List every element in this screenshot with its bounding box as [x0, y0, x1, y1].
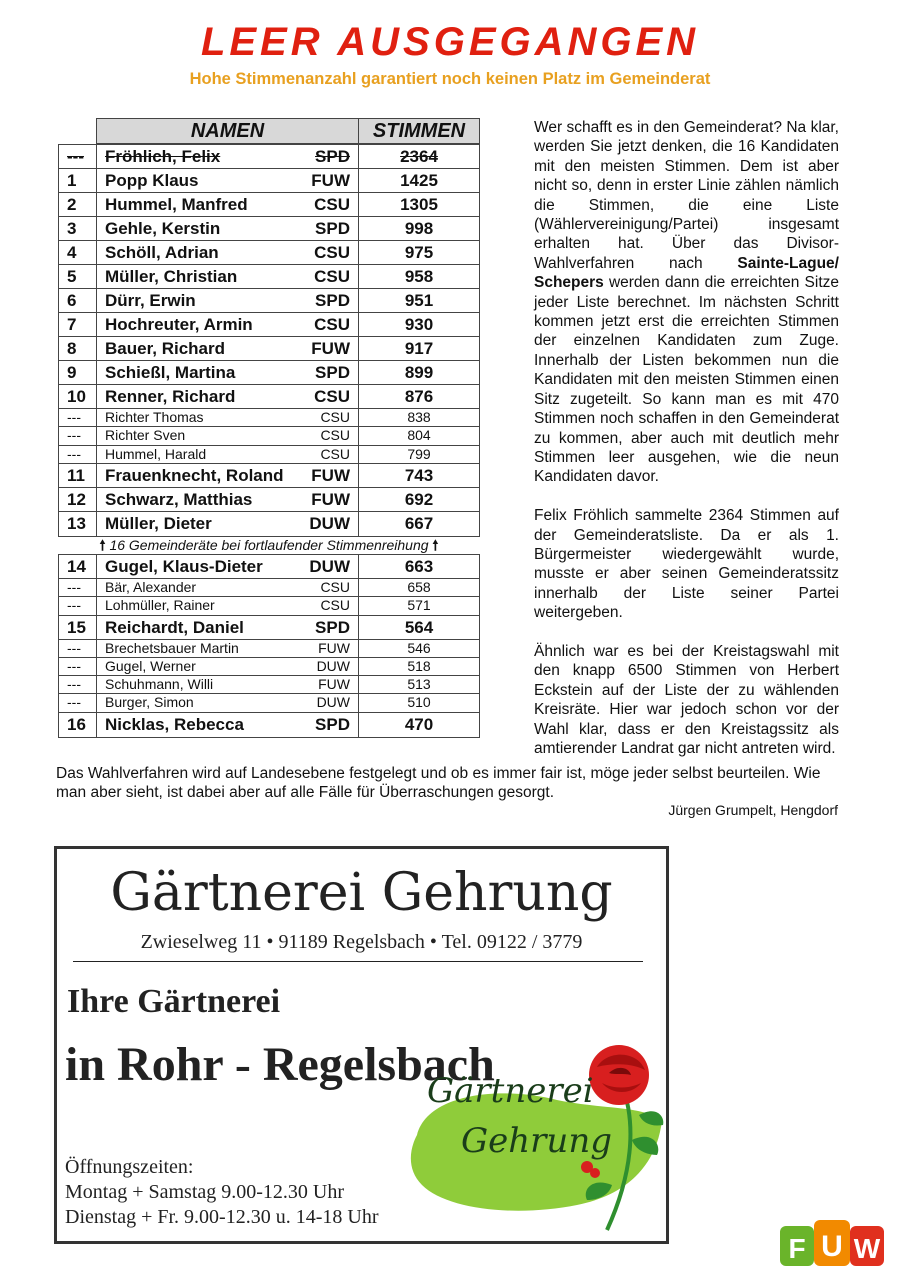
- votes-cell: 571: [407, 597, 431, 614]
- party-cell: CSU: [307, 385, 359, 408]
- party-cell: CSU: [307, 427, 359, 444]
- name-cell: Dürr, Erwin: [105, 291, 196, 310]
- name-cell: Hummel, Manfred: [105, 195, 248, 214]
- name-cell: Renner, Richard: [105, 387, 236, 406]
- name-cell: Hochreuter, Armin: [105, 315, 253, 334]
- party-cell: FUW: [307, 464, 359, 487]
- name-cell: Gehle, Kerstin: [105, 219, 221, 238]
- arrow-up-icon: 🠕: [432, 537, 439, 553]
- name-cell: Schießl, Martina: [105, 363, 236, 382]
- votes-cell: 930: [404, 315, 434, 334]
- rose-logo: [407, 1045, 667, 1235]
- table-row: [59, 193, 479, 217]
- votes-cell: 743: [404, 465, 434, 485]
- votes-cell: 546: [407, 639, 431, 656]
- table-row: [59, 446, 479, 464]
- table-row: [59, 597, 479, 615]
- name-cell: Bauer, Richard: [105, 339, 225, 358]
- name-cell: Hummel, Harald: [105, 445, 207, 462]
- table-row: [59, 337, 479, 361]
- page-subtitle: Hohe Stimmenanzahl garantiert noch keinen Platz im Gemeinderat: [189, 70, 711, 88]
- name-cell: Müller, Christian: [105, 267, 238, 286]
- rank-cell: 15: [59, 616, 97, 639]
- party-cell: SPD: [307, 713, 359, 737]
- rank-cell: ---: [59, 676, 97, 693]
- name-cell: Burger, Simon: [105, 694, 194, 711]
- party-cell: SPD: [307, 217, 359, 240]
- votes-cell: 2364: [400, 147, 438, 166]
- hours-line: Montag + Samstag 9.00-12.30 Uhr: [65, 1181, 345, 1203]
- table-row: [59, 169, 479, 193]
- table-row: [59, 361, 479, 385]
- party-cell: FUW: [307, 169, 359, 192]
- rank-cell: ---: [59, 640, 97, 657]
- party-cell: FUW: [307, 337, 359, 360]
- page-title: LEER AUSGEGANGEN: [200, 20, 700, 64]
- table-row: [59, 241, 479, 265]
- votes-cell: 470: [404, 714, 434, 734]
- table-body-top: [58, 144, 480, 537]
- hours-title: Öffnungszeiten:: [65, 1156, 194, 1178]
- table-row: [59, 676, 479, 694]
- name-cell: Schöll, Adrian: [105, 243, 219, 262]
- party-cell: DUW: [307, 555, 359, 578]
- votes-cell: 799: [407, 445, 431, 462]
- rank-cell: 14: [59, 555, 97, 578]
- name-cell: Fröhlich, Felix: [105, 147, 221, 166]
- logo-text: Gärtnerei: [427, 1071, 594, 1111]
- votes-cell: 510: [407, 694, 431, 711]
- table-row: [59, 427, 479, 445]
- party-cell: SPD: [307, 289, 359, 312]
- votes-cell: 998: [404, 219, 434, 238]
- name-cell: Popp Klaus: [105, 171, 199, 190]
- fuw-letter: U: [821, 1230, 843, 1263]
- ad-headline: Ihre Gärtnerei: [67, 983, 281, 1020]
- party-cell: CSU: [307, 313, 359, 336]
- advertisement: [54, 846, 669, 1244]
- ad-company-name: Gärtnerei Gehrung: [110, 863, 613, 923]
- arrow-up-icon: 🠕: [99, 537, 106, 553]
- table-row: [59, 464, 479, 488]
- votes-cell: 1305: [400, 195, 438, 214]
- rank-cell: 12: [59, 488, 97, 511]
- fuw-letter: W: [853, 1233, 881, 1264]
- table-row: [59, 217, 479, 241]
- party-cell: SPD: [307, 616, 359, 639]
- table-header: [96, 118, 480, 144]
- rank-cell: ---: [59, 597, 97, 614]
- party-cell: DUW: [307, 512, 359, 536]
- name-cell: Schuhmann, Willi: [105, 676, 214, 693]
- table-row: [59, 555, 479, 579]
- votes-cell: 518: [407, 657, 431, 674]
- name-cell: Bär, Alexander: [105, 579, 197, 595]
- votes-cell: 975: [404, 243, 434, 262]
- table-row: [59, 313, 479, 337]
- table-row: [59, 640, 479, 658]
- article-body: [534, 118, 839, 778]
- party-cell: CSU: [307, 579, 359, 596]
- logo-text: Gehrung: [461, 1121, 612, 1161]
- name-cell: Nicklas, Rebecca: [105, 714, 244, 734]
- name-cell: Lohmüller, Rainer: [105, 597, 215, 614]
- table-row: [59, 512, 479, 536]
- votes-cell: 1425: [400, 171, 438, 190]
- party-cell: CSU: [307, 597, 359, 614]
- votes-cell: 917: [404, 339, 434, 358]
- votes-cell: 667: [404, 513, 434, 533]
- votes-cell: 899: [404, 363, 434, 382]
- header-votes: STIMMEN: [372, 120, 466, 142]
- party-cell: CSU: [307, 409, 359, 426]
- rank-cell: 7: [59, 313, 97, 336]
- votes-cell: 838: [407, 409, 431, 425]
- table-row: [59, 658, 479, 676]
- party-cell: CSU: [307, 241, 359, 264]
- table-row: [59, 409, 479, 427]
- rank-cell: 11: [59, 464, 97, 487]
- rank-cell: 9: [59, 361, 97, 384]
- votes-cell: 804: [407, 427, 431, 444]
- table-body-bottom: [58, 554, 480, 738]
- party-cell: CSU: [307, 265, 359, 288]
- rank-cell: 13: [59, 512, 97, 536]
- party-cell: FUW: [307, 640, 359, 657]
- votes-cell: 663: [404, 557, 434, 576]
- hours-line: Dienstag + Fr. 9.00-12.30 u. 14-18 Uhr: [65, 1206, 379, 1228]
- ad-headline-location: in Rohr - Regelsbach: [65, 1038, 495, 1091]
- rank-cell: ---: [59, 658, 97, 675]
- rank-cell: 16: [59, 713, 97, 737]
- rank-cell: 3: [59, 217, 97, 240]
- votes-cell: 958: [404, 267, 434, 286]
- votes-cell: 564: [404, 617, 434, 637]
- table-row: [59, 265, 479, 289]
- table-row: [59, 385, 479, 409]
- name-cell: Richter Thomas: [105, 409, 204, 425]
- fuw-logo: [778, 1216, 888, 1272]
- party-cell: CSU: [307, 193, 359, 216]
- name-cell: Schwarz, Matthias: [105, 489, 253, 509]
- ad-divider: [73, 961, 643, 962]
- table-row: [59, 713, 479, 737]
- table-row: [59, 145, 479, 169]
- rank-cell: 5: [59, 265, 97, 288]
- rank-cell: ---: [59, 579, 97, 596]
- votes-cell: 658: [407, 579, 431, 595]
- table-row: [59, 488, 479, 512]
- rank-cell: 6: [59, 289, 97, 312]
- name-cell: Gugel, Klaus-Dieter: [105, 557, 263, 576]
- name-cell: Gugel, Werner: [105, 657, 196, 674]
- fuw-letter: F: [788, 1233, 806, 1264]
- ad-opening-hours: [65, 1155, 378, 1230]
- rank-cell: ---: [59, 145, 97, 168]
- header-names: NAMEN: [97, 119, 359, 143]
- article-paragraph: Wer schafft es in den Gemeinderat? Na klar, werden Sie jetzt denken, die 16 Kandidaten mit den meisten Stimmen. Dem ist aber nicht so, denn in erster Linie zählen nämlich die Stimmen, die eine Liste (Wählervereinigung/Partei) insgesamt erhalten hat. Über das Divisor-Wahlverfahren nach Sainte-Lague/ Schepers werden dann die erreichten Sitze jeder Liste berechnet. Im nächsten Schritt kommen jetzt erst die erreichten Stimmen der einzelnen Kandidaten zum Zuge. Innerhalb der Listen bekommen nun die Kandidaten mit den meisten Stimmen einen Sitz zugeteilt. So kann man es mit 470 Stimmen noch schaffen in den Gemeinderat zu kommen, aber auch mit deutlich mehr Stimmen leer ausgehen, wie die neun Kandidaten davor.: [534, 119, 839, 486]
- rank-cell: ---: [59, 427, 97, 444]
- ad-address: Zwieselweg 11 • 91189 Regelsbach • Tel. 09122 / 3779: [140, 931, 583, 953]
- table-row: [59, 616, 479, 640]
- name-cell: Frauenknecht, Roland: [105, 465, 284, 485]
- party-cell: CSU: [307, 446, 359, 463]
- rank-cell: 1: [59, 169, 97, 192]
- party-cell: SPD: [307, 145, 359, 168]
- party-cell: SPD: [307, 361, 359, 384]
- table-row: [59, 289, 479, 313]
- party-cell: FUW: [307, 488, 359, 511]
- footer-text: Das Wahlverfahren wird auf Landesebene festgelegt und ob es immer fair ist, möge jeder selbst beurteilen. Wie man aber sieht, ist dabei aber auf alle Fälle für Überraschungen gesorgt.: [56, 765, 821, 802]
- votes-cell: 692: [404, 489, 434, 509]
- votes-cell: 876: [404, 387, 434, 406]
- table-row: [59, 694, 479, 712]
- author: Jürgen Grumpelt, Hengdorf: [668, 802, 838, 818]
- table-row: [59, 579, 479, 597]
- rank-cell: 2: [59, 193, 97, 216]
- name-cell: Müller, Dieter: [105, 513, 212, 533]
- seat-separator: [58, 536, 480, 554]
- name-cell: Reichardt, Daniel: [105, 617, 244, 637]
- rank-cell: ---: [59, 446, 97, 463]
- rank-cell: 10: [59, 385, 97, 408]
- party-cell: DUW: [307, 694, 359, 711]
- article-paragraph: Felix Fröhlich sammelte 2364 Stimmen auf der Gemeinderatsliste. Da er als 1. Bürgermeister wiedergewählt wurde, musste er aber seinen Gemeinderatssitz innerhalb der Liste seiner Partei weitergeben.: [534, 507, 839, 622]
- party-cell: DUW: [307, 658, 359, 675]
- fuw-logo-icon: [778, 1216, 888, 1272]
- votes-cell: 951: [404, 291, 434, 310]
- rank-cell: ---: [59, 409, 97, 426]
- party-cell: FUW: [307, 676, 359, 693]
- article-paragraph: Ähnlich war es bei der Kreistagswahl mit den knapp 6500 Stimmen von Herbert Eckstein auf der Liste der zu wählenden Kreisräte. Hier war jedoch schon vor der Wahl klar, dass er den Kreistagssitz als amtierender Landrat gar nicht antreten wird.: [534, 642, 839, 757]
- name-cell: Brechetsbauer Martin: [105, 639, 239, 656]
- rank-cell: 8: [59, 337, 97, 360]
- name-cell: Richter Sven: [105, 427, 186, 444]
- rank-cell: ---: [59, 694, 97, 711]
- votes-cell: 513: [407, 676, 431, 693]
- rank-cell: 4: [59, 241, 97, 264]
- separator-label: 16 Gemeinderäte bei fortlaufender Stimmenreihung: [109, 537, 429, 553]
